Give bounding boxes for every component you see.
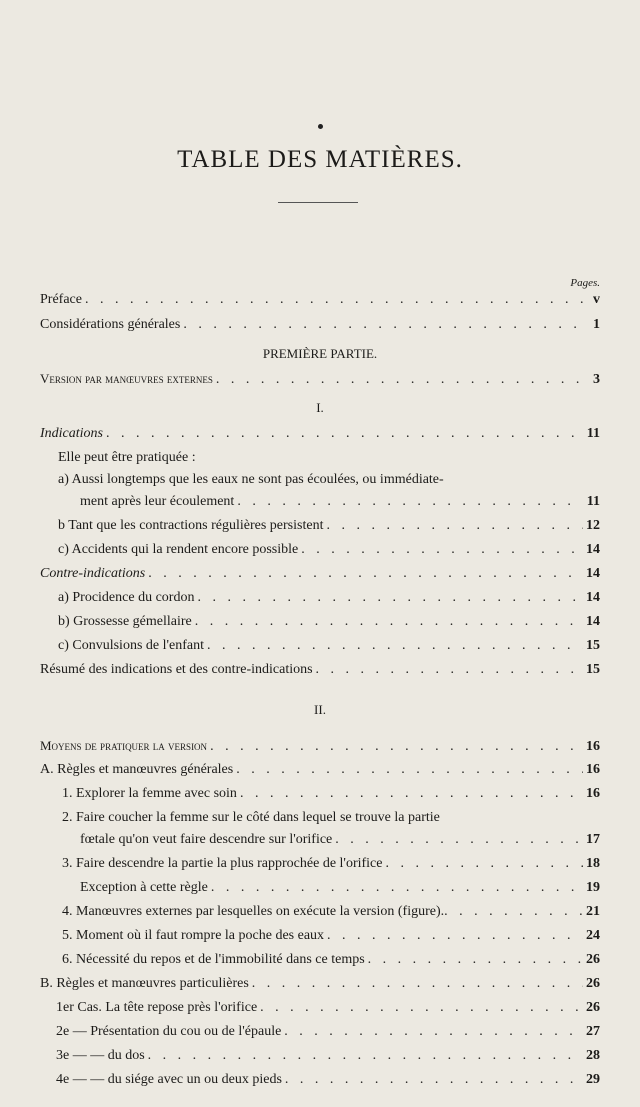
toc-entry: 3. Faire descendre la partie la plus rapprochée de l'orifice . . . 18 (62, 856, 600, 872)
toc-entry: c) Accidents qui la rendent encore possible . . . 14 (58, 542, 600, 558)
toc-entry: 2e — Présentation du cou ou de l'épaule . . . 27 (56, 1024, 600, 1040)
toc-entry: 6. Nécessité du repos et de l'immobilité dans ce temps . . . 26 (62, 952, 600, 968)
toc-entry: ment après leur écoulement . . . 11 (80, 494, 600, 510)
section-heading: I. (316, 400, 324, 415)
toc-text: Elle peut être pratiquée : (58, 450, 196, 465)
toc-entry: 4e — — du siége avec un ou deux pieds . . . 29 (56, 1072, 600, 1088)
title-rule (278, 202, 358, 203)
toc-entry: fœtale qu'on veut faire descendre sur l'orifice . . . 17 (80, 832, 600, 848)
section-heading: II. (314, 702, 326, 717)
toc-entry: Indications . . . 11 (40, 426, 600, 442)
toc-entry: Moyens de pratiquer la version . . . 16 (40, 738, 600, 755)
toc-entry: Résumé des indications et des contre-indications . . . 15 (40, 662, 600, 678)
toc-entry: A. Règles et manœuvres générales . . . 16 (40, 762, 600, 778)
toc-entry: Préface . . . v (40, 292, 600, 308)
toc-entry: B. Règles et manœuvres particulières . . . 26 (40, 976, 600, 992)
toc-entry: Exception à cette règle . . . 19 (80, 880, 600, 896)
page-title: TABLE DES MATIÈRES. (177, 146, 463, 173)
toc-entry: 1er Cas. La tête repose près l'orifice . . . 26 (56, 1000, 600, 1016)
toc-entry: Contre-indications . . . 14 (40, 566, 600, 582)
toc-entry: 3e — — du dos . . . 28 (56, 1048, 600, 1064)
toc-text: a) Aussi longtemps que les eaux ne sont pas écoulées, ou immédiate- (58, 472, 444, 487)
ink-dot (318, 124, 323, 129)
toc-entry: c) Convulsions de l'enfant . . . 15 (58, 638, 600, 654)
toc-entry: b) Grossesse gémellaire . . . 14 (58, 614, 600, 630)
toc-entry: b Tant que les contractions régulières persistent . . . 12 (58, 518, 600, 534)
toc-entry: 5. Moment où il faut rompre la poche des eaux . . . 24 (62, 928, 600, 944)
toc-entry: Considérations générales . . . 1 (40, 317, 600, 333)
toc-entry: 4. Manœuvres externes par lesquelles on exécute la version (figure). . . . 21 (62, 904, 600, 920)
toc-entry: a) Procidence du cordon . . . 14 (58, 590, 600, 606)
toc-text: 2. Faire coucher la femme sur le côté dans lequel se trouve la partie (62, 810, 440, 825)
part-heading: PREMIÈRE PARTIE. (262, 346, 378, 361)
toc-entry: 1. Explorer la femme avec soin . . . 16 (62, 786, 600, 802)
pages-column-label: Pages. (570, 277, 600, 289)
toc-entry: Version par manœuvres externes . . . 3 (40, 371, 600, 388)
